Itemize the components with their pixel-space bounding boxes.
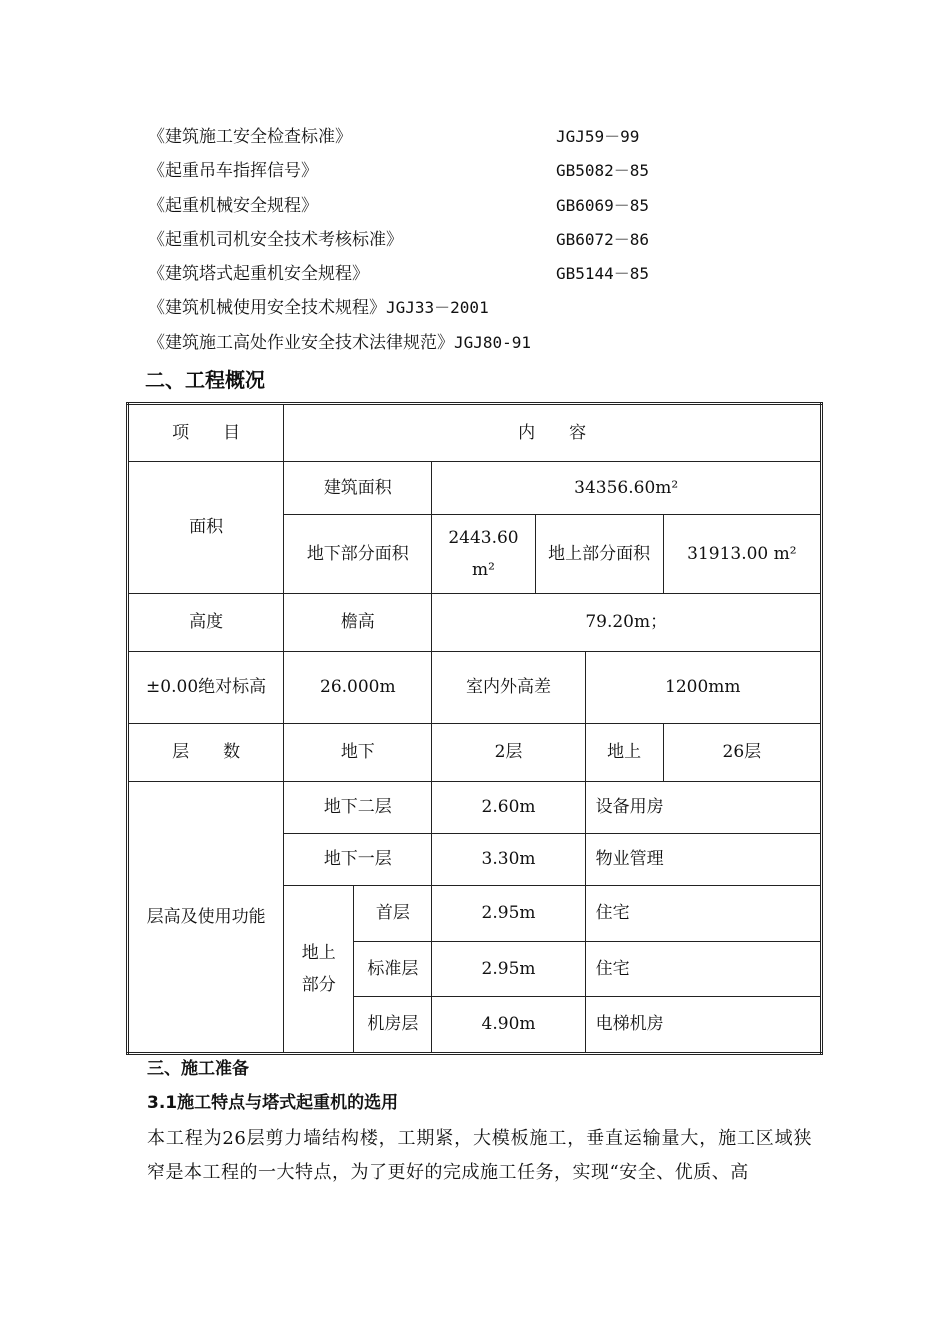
standard-inline [148,326,531,360]
table-header-row [128,404,822,462]
function-floor: 地下二层 [284,782,432,834]
standard-code: GB5144－85 [556,264,650,284]
standard-code: GB6069－85 [556,195,650,215]
standard-code: GB6072－86 [556,229,650,249]
function-floor: 机房层 [354,997,432,1054]
function-floor: 标准层 [354,942,432,997]
function-use: 物业管理 [585,834,821,886]
elevation-label: ±0.00绝对标高 [128,652,284,724]
function-height: 2.95m [432,886,585,942]
standard-code: JGJ33－2001 [386,298,489,318]
building-area-label: 建筑面积 [284,462,432,515]
underground-area-value: 2443.60 m² [432,515,535,594]
function-height: 4.90m [432,997,585,1054]
function-floor: 地下一层 [284,834,432,886]
function-height: 2.60m [432,782,585,834]
standard-name: 《建筑机械使用安全技术规程》 [148,298,386,319]
function-label: 层高及使用功能 [128,782,284,1054]
standard-name: 《建筑塔式起重机安全规程》 [148,264,369,285]
function-use: 电梯机房 [585,997,821,1054]
project-overview-table [126,402,823,1055]
function-use: 住宅 [585,942,821,997]
table-row [128,652,822,724]
section-title-overview: 二、工程概况 [145,368,265,392]
standard-name: 《建筑施工安全检查标准》 [148,127,352,147]
standard-name: 《起重机械安全规程》 [148,195,318,216]
elevation-diff-value: 1200mm [585,652,821,724]
aboveground-area-value: 31913.00 m² [663,515,821,594]
standard-code: GB5082－85 [556,161,650,181]
standard-inline [148,291,489,325]
table-row [128,594,822,652]
elevation-value: 26.000m [284,652,432,724]
eave-height-value: 79.20m； [432,594,822,652]
table-row [128,462,822,515]
section-title-preparation: 三、施工准备 [147,1059,249,1079]
standard-code: JGJ59－99 [556,127,640,146]
header-content: 内 容 [284,404,822,462]
function-height: 2.95m [432,942,585,997]
subsection-title: 3.1施工特点与塔式起重机的选用 [147,1093,399,1113]
aboveground-area-label: 地上部分面积 [535,515,663,594]
height-label: 高度 [128,594,284,652]
elevation-diff-label: 室内外高差 [432,652,585,724]
eave-height-label: 檐高 [284,594,432,652]
standard-name: 《建筑施工高处作业安全技术法律规范》 [148,332,454,353]
function-use: 设备用房 [585,782,821,834]
function-height: 3.30m [432,834,585,886]
function-floor: 首层 [354,886,432,942]
body-paragraph: 本工程为26层剪力墙结构楼，工期紧，大模板施工，垂直运输量大，施工区域狭窄是本工程的一大特点，为了更好的完成施工任务，实现“安全、优质、高 [147,1128,812,1183]
area-label: 面积 [128,462,284,594]
header-item: 项 目 [128,404,284,462]
standard-name: 《起重机司机安全技术考核标准》 [148,229,403,250]
aboveground-group-label: 地上部分 [284,886,354,1054]
standard-name: 《起重吊车指挥信号》 [148,161,318,182]
table-row [128,724,822,782]
function-use: 住宅 [585,886,821,942]
floors-above-label: 地上 [585,724,663,782]
building-area-value: 34356.60m² [432,462,822,515]
table-row [128,782,822,834]
floors-label: 层 数 [128,724,284,782]
floors-under-label: 地下 [284,724,432,782]
standard-code: JGJ80-91 [454,332,532,352]
floors-above-value: 26层 [663,724,821,782]
floors-under-value: 2层 [432,724,585,782]
underground-area-label: 地下部分面积 [284,515,432,594]
